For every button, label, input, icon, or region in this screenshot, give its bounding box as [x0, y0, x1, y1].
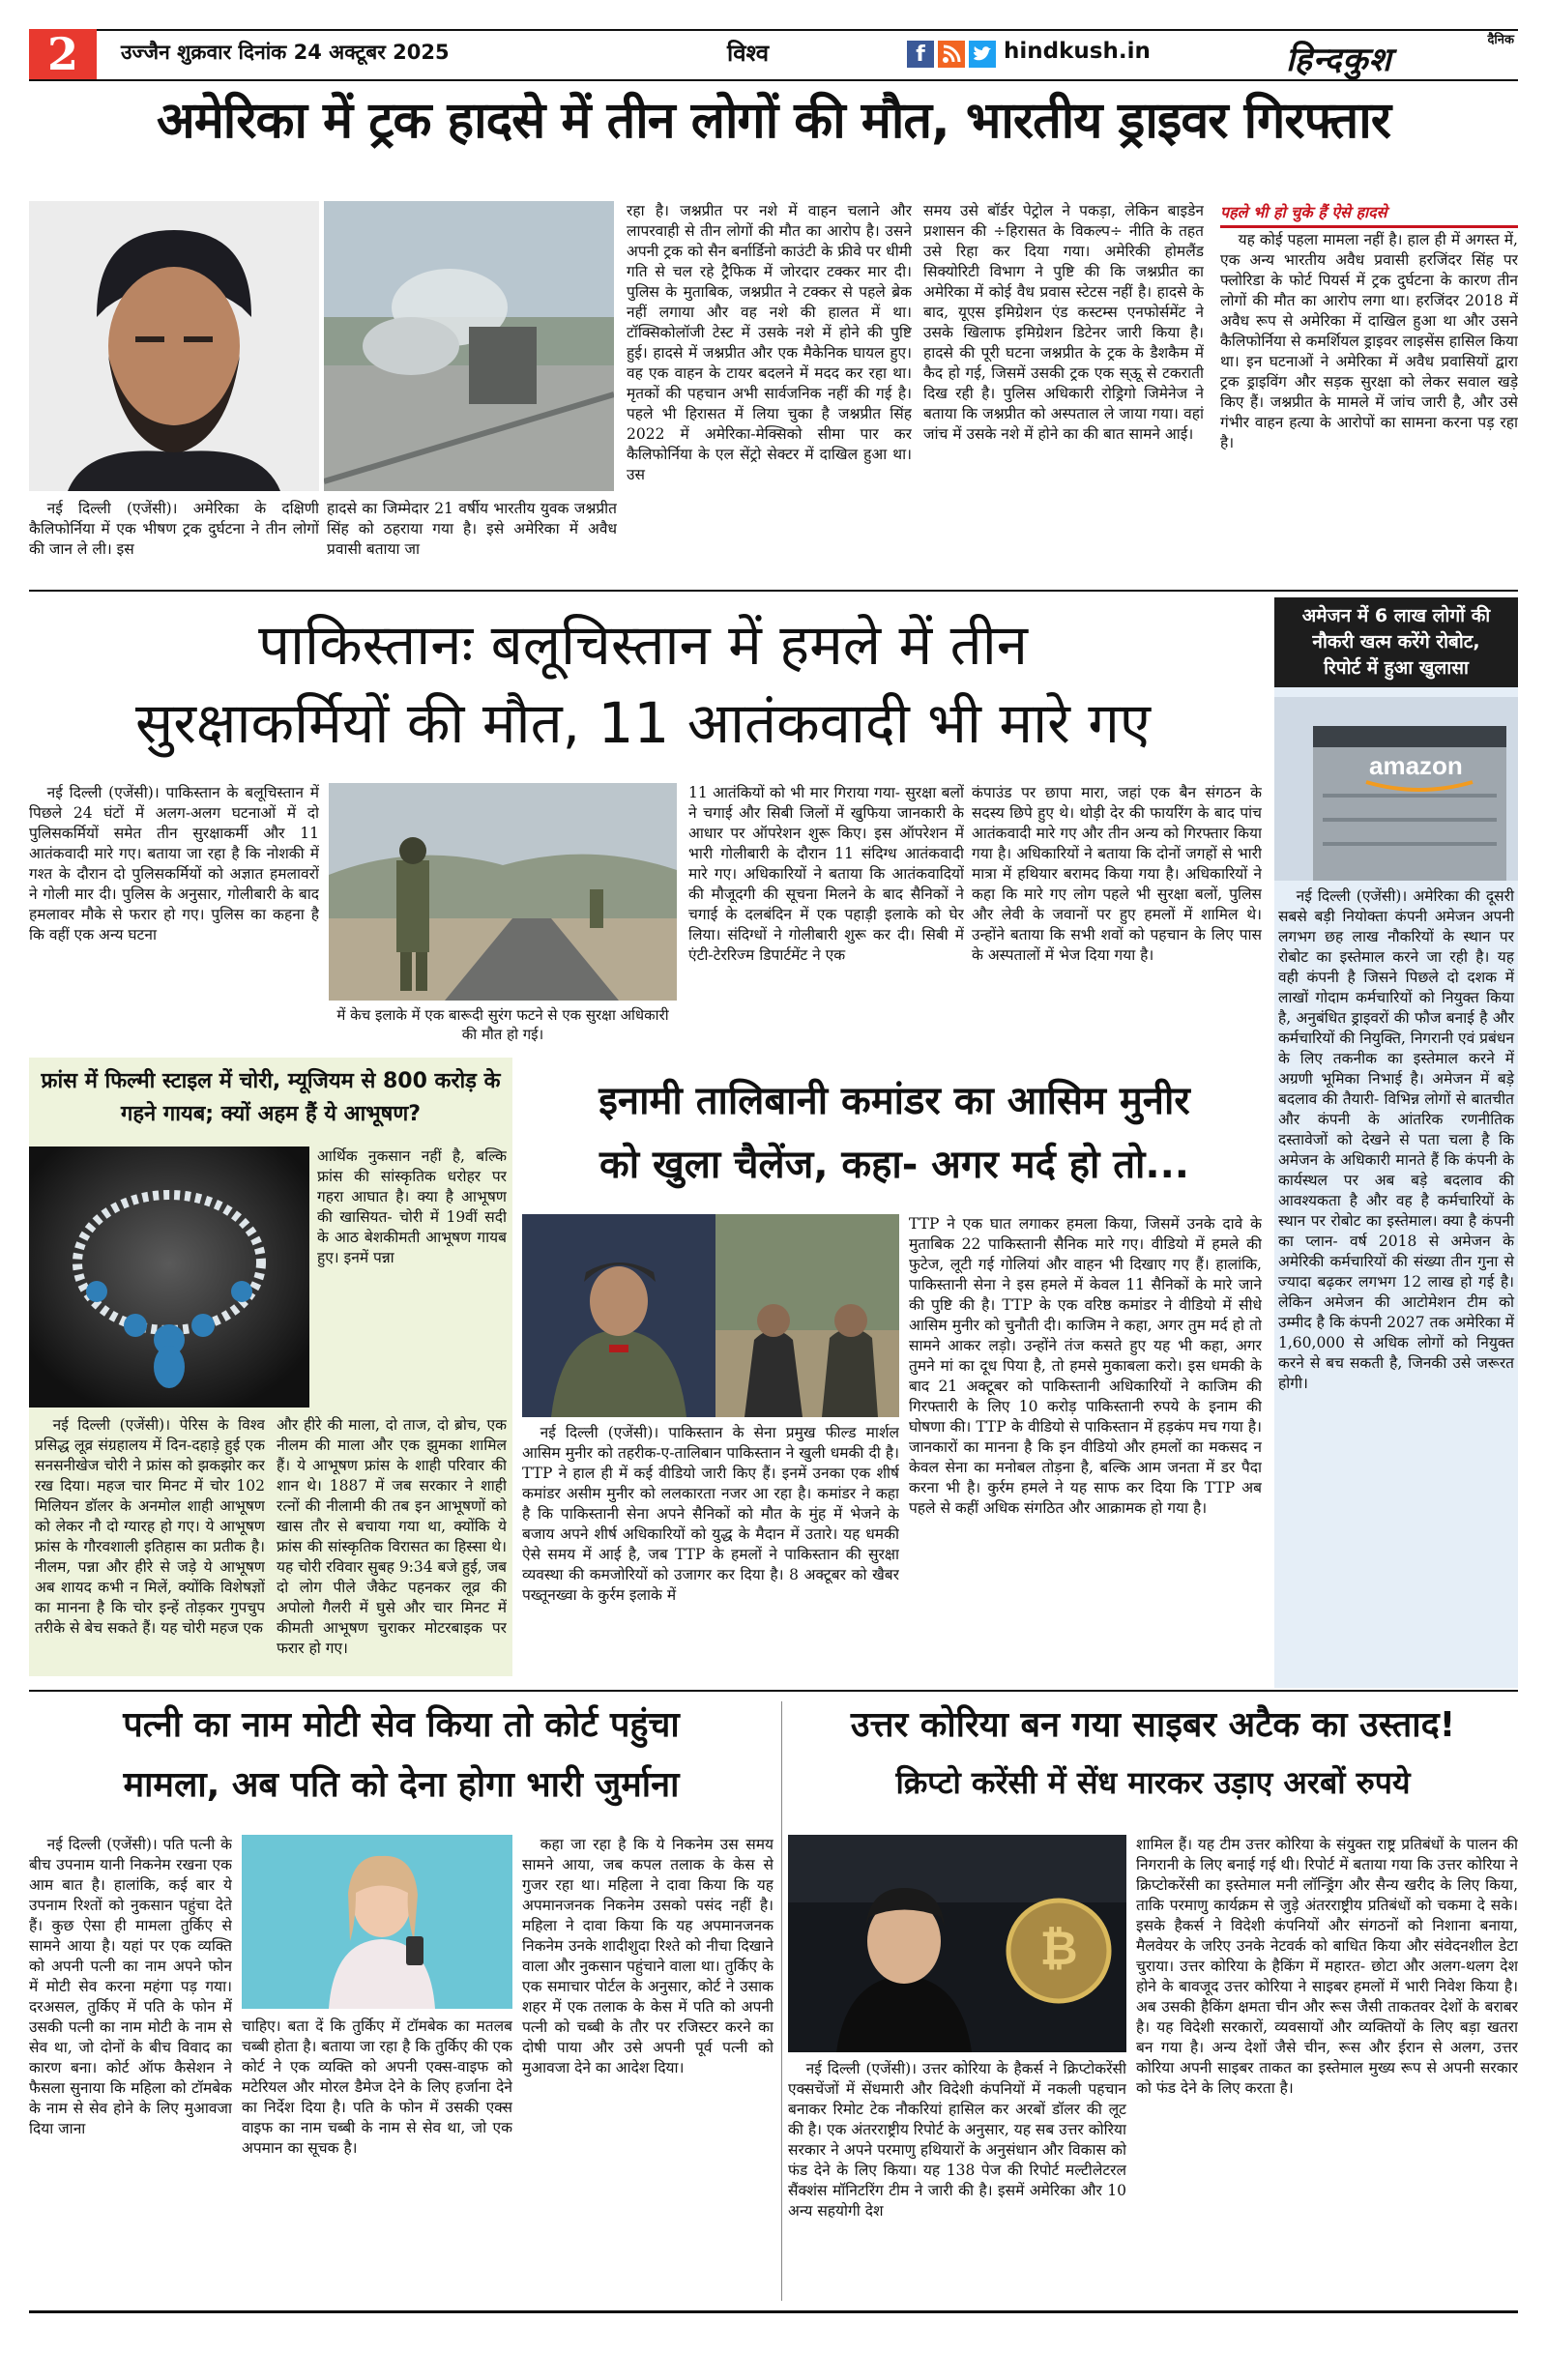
- taliban-bottom: नई दिल्ली (एजेंसी)। पाकिस्तान के सेना प्रमुख फील्ड मार्शल आसिम मुनीर को तहरीक-ए-तालिबान पाकिस्तान ने खुली धमकी दी है। TTP ने हाल ही में कई वीडियो जारी किए हैं। इनमें उनका एक शीर्ष कमांडर असीम मुनीर को ललकारता नजर आ रहा है। कमांडर ने कहा है कि पाकिस्तानी सेना अपने सैनिकों को मौत के मुंह में भेजने के बजाय अपने शीर्ष अधिकारियों को युद्ध के मैदान में उतारे। यह धमकी ऐसे समय में आई है, जब TTP के हमलों ने पाकिस्तान की सुरक्षा व्यवस्था की कमजोरियों को उजागर कर दिया है। 8 अक्टूबर को खैबर पख्तूनख्वा के कुर्रम इलाके में: [522, 1424, 899, 1604]
- wife-col2: चाहिए। बता दें कि तुर्किए में टॉमबेक का मतलब चब्बी होता है। बताया जा रहा है कि तुर्किए की एक कोर्ट ने एक व्यक्ति को अपनी एक्स-वाइफ को मटेरियल और मोरल डैमेज देने के लिए हर्जाना देने का निर्देश दिया है। पति के फोन में उसकी एक्स वाइफ का नाम चब्बी के नाम से सेव था, जो एक अपमान का सूचक है।: [242, 2017, 512, 2157]
- paper-tag: दैनिक: [1487, 33, 1514, 47]
- korea-headline-line2: क्रिप्टो करेंसी में सेंध मारकर उड़ाए अरबों रुपये: [895, 1764, 1411, 1801]
- masthead: [29, 29, 1518, 81]
- divider: [29, 1690, 1518, 1692]
- website-url[interactable]: hindkush.in: [1004, 39, 1151, 64]
- facebook-icon[interactable]: f: [907, 41, 934, 68]
- amazon-headline-line2: नौकरी खत्म करेंगे रोबोट,: [1312, 631, 1480, 653]
- louvre-right-top: आर्थिक नुकसान नहीं है, बल्कि फ्रांस की सांस्कृतिक धरोहर पर गहरा आघात है। क्या है आभूषण की खासियत- चोरी में 19वीं सदी के आठ बेशकीमती आभूषण गायब हुए। इनमें पन्ना: [317, 1147, 507, 1266]
- amazon-headline-line3: रिपोर्ट में हुआ खुलासा: [1324, 657, 1469, 679]
- korea-bottom: नई दिल्ली (एजेंसी)। उत्तर कोरिया के हैकर्स ने क्रिप्टोकरेंसी एक्सचेंजों में सेंधमारी और विदेशी कंपनियों में नकली पहचान बनाकर रिमोट टेक नौकरियां हासिल कर अरबों डॉलर की लूट की है। एक अंतरराष्ट्रीय रिपोर्ट के अनुसार, यह सब उत्तर कोरिया सरकार ने अपने परमाणु हथियारों के अनुसंधान और विकास को फंड देने के लिए किया। यह 138 पेज की रिपोर्ट मल्टीलेटरल सैंक्शंस मॉनिटरिंग टीम ने जारी की है। इसमें अमेरिका और 10 अन्य सहयोगी देश: [788, 2060, 1126, 2220]
- divider: [29, 590, 1518, 592]
- korea-headline-line1: उत्तर कोरिया बन गया साइबर अटैक का उस्ताद!: [850, 1705, 1456, 1745]
- korea-right-top: शामिल हैं। यह टीम उत्तर कोरिया के संयुक्त राष्ट्र प्रतिबंधों के पालन की निगरानी के लिए बनाई गई थी। रिपोर्ट में बताया गया कि उत्तर कोरिया ने क्रिप्टोकरेंसी का इस्तेमाल मनी लॉन्ड्रिंग और सैन्य खरीद के लिए किया, ताकि परमाणु कार्यक्रम से जुड़े अंतरराष्ट्रीय प्रतिबंधों को चकमा दे सके। इसके हैकर्स ने विदेशी कंपनियों और संगठनों को निशाना बनाया, मैलवेयर के जरिए उनके नेटवर्क को बाधित किया और संवेदनशील डेटा चुराया। उत्तर कोरिया के हैकिंग में महारत- छोटा और अलग-थलग देश होने के बावजूद उत्तर कोरिया ने साइबर हमलों में भारी निवेश किया है। अब उसकी हैकिंग क्षमता चीन और रूस जैसी ताकतवर देशों के बराबर है। यह विदेशी सरकारों, व्यवसायों और व्यक्तियों के लिए बड़ा खतरा बन गया है। अन्य देशों जैसे चीन, रूस और ईरान से अलग, उत्तर कोरिया अपनी साइबर ताकत का इस्तेमाल मुख्य रूप से अपनी सरकार को फंड देने के लिए करता है।: [1136, 1836, 1518, 2097]
- page-number: 2: [29, 29, 97, 79]
- story2-caption: में केच इलाके में एक बारूदी सुरंग फटने से एक सुरक्षा अधिकारी की मौत हो गई।: [336, 1006, 669, 1043]
- paper-name: हिन्दकुश: [1286, 41, 1392, 79]
- louvre-box: [29, 1058, 512, 1676]
- story2-headline-line1: पाकिस्तानः बलूचिस्तान में हमले में तीन: [258, 612, 1028, 678]
- story2-col4: कंपाउंड पर छापा मारा, जहां एक बैन संगठन के सदस्य छिपे हुए थे। थोड़ी देर की फायरिंग के बाद पांच आतंकवादी मारे गए और तीन अन्य को गिरफ्तार किया गया है। अधिकारियों ने बताया कि दोनों जगहों से भारी मात्रा में हथियार बरामद किया गया है। अधिकारियों ने कहा कि मारे गए लोग पहले भी सुरक्षा बलों, पुलिस और लेवी के जवानों पर हुए हमलों में शामिल थे। उन्होंने बताया कि सभी शवों को पहचान के लिए पास के अस्पतालों में भेज दिया गया है।: [972, 784, 1262, 964]
- story1-col2: हादसे का जिम्मेदार 21 वर्षीय भारतीय युवक जश्नप्रीत सिंह को ठहराया गया है। इसे अमेरिका में अवैध प्रवासी बताया जा: [327, 500, 617, 558]
- woman-phone-photo: [242, 1835, 512, 2009]
- story1-side-head: पहले भी हो चुके हैं ऐसे हादसे: [1220, 201, 1518, 228]
- story1-col1: नई दिल्ली (एजेंसी)। अमेरिका के दक्षिणी कैलिफोर्निया में एक भीषण ट्रक दुर्घटना ने तीन लोगों की जान ले ली। इस: [29, 500, 319, 558]
- story2-headline-line2: सुरक्षाकर्मियों की मौत, 11 आतंकवादी भी मारे गए: [134, 690, 1151, 756]
- twitter-icon[interactable]: [969, 41, 996, 68]
- story1-col4: समय उसे बॉर्डर पेट्रोल ने पकड़ा, लेकिन बाइडेन प्रशासन की ÷हिरासत के विकल्प÷ नीति के तहत उसे रिहा कर दिया गया। अमेरिकी होमलैंड सिक्योरिटी विभाग ने पुष्टि की कि जश्नप्रीत का अमेरिका में कोई वैध प्रवास स्टेटस नहीं है। हादसे के बाद, यूएस इमिग्रेशन एंड कस्टम्स एनफोर्समेंट ने उसके खिलाफ इमिग्रेशन डिटेनर जारी किया है। हादसे की पूरी घटना जश्नप्रीत के ट्रक के डैशकैम में कैद हो गई, जिसमें उसकी ट्रक एक स्ऊू से टकराती दिख रही है। पुलिस अधिकारी रोड्रिगो जिमेनेज ने बताया कि जश्नप्रीत को अस्पताल ले जाया गया। वहां जांच में उसके नशे में होने का की बात सामने आई।: [923, 202, 1204, 443]
- paper-logo: [1276, 30, 1518, 79]
- louvre-col2: और हीरे की माला, दो ताज, दो ब्रोच, एक नीलम की माला और एक झुमका शामिल हैं। ये आभूषण फ्रांस के शाही परिवार की शान थे। 1887 में जब सरकार ने शाही रत्नों की नीलामी की तब इन आभूषणों को खास तौर से बचाया गया था, क्योंकि ये फ्रांस की सांस्कृतिक विरासत का हिस्सा थे। यह चोरी रविवार सुबह 9:34 बजे हुई, जब दो लोग पीले जैकेट पहनकर लूव्र की अपोलो गैलरी में घुसे और चार मिनट में कीमती आभूषण चुराकर मोटरबाइक पर फरार हो गए।: [277, 1416, 507, 1657]
- louvre-headline: फ्रांस में फिल्मी स्टाइल में चोरी, म्यूजियम से 800 करोड़ के गहने गायब; क्यों अहम हैं ये आभूषण?: [41, 1069, 501, 1126]
- suspect-photo: [29, 201, 319, 491]
- munir-taliban-photo: [522, 1214, 899, 1417]
- taliban-headline-line1: इनामी तालिबानी कमांडर का आसिम मुनीर: [598, 1079, 1190, 1123]
- wife-headline-line2: मामला, अब पति को देना होगा भारी जुर्माना: [123, 1765, 680, 1805]
- column-divider: [781, 1701, 782, 2301]
- amazon-text: नई दिल्ली (एजेंसी)। अमेरिका की दूसरी सबसे बड़ी नियोक्ता कंपनी अमेजन अपनी लगभग छह लाख नौकरियों के स्थान पर रोबोट का इस्तेमाल करने जा रही है। यह वही कंपनी है जिसने पिछले दो दशक में लाखों गोदाम कर्मचारियों को नियुक्त किया है, अनुबंधित ड्राइवरों की फौज बनाई है और कर्मचारियों की नियुक्ति, निगरानी एवं प्रबंधन के लिए तकनीक का इस्तेमाल करने में अग्रणी भूमिका निभाई है। अमेजन में बड़े बदलाव की तैयारी- विभिन्न लोगों से बातचीत और कंपनी के आंतरिक रणनीतिक दस्तावेजों को देखने से पता चला है कि अमेजन के अधिकारी मानते हैं कि कंपनी के कार्यस्थल पर अब बड़े बदलाव की आवश्यकता है और वह है कर्मचारियों के स्थान पर रोबोट का इस्तेमाल। क्या है कंपनी का प्लान- वर्ष 2018 से अमेजन के अमेरिकी कर्मचारियों की संख्या तीन गुना से ज्यादा बढ़कर लगभग 12 लाख हो गई है। लेकिन अमेजन की आटोमेशन टीम को उम्मीद है कि कंपनी 2027 तक अमेरिका में 1,60,000 से अधिक लोगों को नियुक्त करने से बच सकती है, जिनकी उसे जरूरत होगी।: [1278, 887, 1514, 1392]
- soldiers-photo: [329, 783, 677, 1001]
- dateline: उज्जैन शुक्रवार दिनांक 24 अक्टूबर 2025: [121, 41, 450, 64]
- section-label: विश्व: [727, 40, 770, 67]
- bottom-rule: [29, 2310, 1518, 2313]
- amazon-building-photo: [1274, 697, 1518, 881]
- louvre-col1: नई दिल्ली (एजेंसी)। पेरिस के विश्व प्रसिद्ध लूव्र संग्रहालय में दिन-दहाड़े हुई एक सनसनीखेज चोरी ने फ्रांस को झकझोर कर रख दिया। महज चार मिनट में चोर 102 मिलियन डॉलर के अनमोल शाही आभूषण को लेकर नौ दो ग्यारह हो गए। ये आभूषण फ्रांस के गौरवशाली इतिहास का प्रतीक है। नीलम, पन्ना और हीरे से जड़े ये आभूषण अब शायद कभी न मिलें, क्योंकि विशेषज्ञों का मानना है कि चोर इन्हें तोड़कर गुपचुप तरीके से बेच सकते हैं। यह चोरी महज एक: [35, 1416, 265, 1637]
- story2-col1: नई दिल्ली (एजेंसी)। पाकिस्तान के बलूचिस्तान में पिछले 24 घंटों में अलग-अलग घटनाओं में दो पुलिसकर्मियों समेत तीन सुरक्षाकर्मी और 11 आतंकवादी मारे गए। बताया जा रहा है कि नोशकी में गश्त के दौरान दो पुलिसकर्मियों को अज्ञात हमलावरों ने गोली मार दी। पुलिस के अनुसार, गोलीबारी के बाद हमलावर मौके से फरार हो गए। पुलिस का कहना है कि वहीं एक अन्य घटना: [29, 784, 319, 943]
- story1-headline: अमेरिका में ट्रक हादसे में तीन लोगों की मौत, भारतीय ड्राइवर गिरफ्तार: [156, 92, 1391, 150]
- wife-col1: नई दिल्ली (एजेंसी)। पति पत्नी के बीच उपनाम यानी निकनेम रखना एक आम बात है। हालांकि, कई बार ये उपनाम रिश्तों को नुकसान पहुंचा देते हैं। कुछ ऐसा ही मामला तुर्किए से सामने आया है। यहां पर एक व्यक्ति को अपनी पत्नी का नाम अपने फोन में मोटी सेव करना महंगा पड़ गया। दरअसल, तुर्किए में पति के फोन में उसकी पत्नी का नाम मोटी के नाम से सेव था, जो दोनों के बीच विवाद का कारण बना। कोर्ट ऑफ कैसेशन ने फैसला सुनाया कि महिला को टॉमबेक के नाम से सेव होने के लिए मुआवजा दिया जाना: [29, 1836, 232, 2137]
- taliban-headline-line2: को खुला चैलेंज, कहा- अगर मर्द हो तो...: [598, 1143, 1190, 1187]
- kim-bitcoin-photo: [788, 1835, 1126, 2052]
- amazon-logo-text: amazon: [1369, 751, 1463, 780]
- rss-icon[interactable]: [938, 41, 965, 68]
- jewel-photo: [29, 1146, 309, 1408]
- wife-col3: कहा जा रहा है कि ये निकनेम उस समय सामने आया, जब कपल तलाक के केस से गुजर रहा था। महिला ने दावा किया कि यह अपमानजनक निकनेम उसको पसंद नहीं है। महिला ने दावा किया कि यह अपमानजनक निकनेम उनके शादीशुदा रिश्ते को नीचा दिखाने वाला और नुकसान पहुंचाने वाला था। तुर्किए के एक समाचार पोर्टल के अनुसार, कोर्ट ने उसाक शहर में एक तलाक के केस में पति को अपनी पत्नी को चब्बी के तौर पर रजिस्टर करने का दोषी पाया और उसे अपनी पूर्व पत्नी को मुआवजा देने का आदेश दिया।: [522, 1836, 774, 2076]
- amazon-headline-line1: अमेजन में 6 लाख लोगों की: [1301, 605, 1491, 626]
- wife-headline-line1: पत्नी का नाम मोटी सेव किया तो कोर्ट पहुंचा: [123, 1705, 680, 1745]
- story1-side-text: यह कोई पहला मामला नहीं है। हाल ही में अगस्त में, एक अन्य भारतीय अवैध प्रवासी हरजिंदर सिंह पर फ्लोरिडा के फोर्ट पियर्स में ट्रक दुर्घटना के कारण तीन लोगों की मौत का आरोप लगा था। हरजिंदर 2018 में अवैध रूप से अमेरिका में दाखिल हुआ था और उसने कैलिफोर्निया से कमर्शियल ड्राइवर लाइसेंस हासिल किया था। इन घटनाओं ने अमेरिका में अवैध प्रवासियों द्वारा ट्रक ड्राइविंग और सड़क सुरक्षा को लेकर सवाल खड़े किए हैं। जश्नप्रीत के मामले में जांच जारी है, और उसे गंभीर वाहन हत्या के आरोपों का सामना करना पड़ रहा है।: [1220, 231, 1518, 451]
- story2-col3: 11 आतंकियों को भी मार गिराया गया- सुरक्षा बलों ने चगाई और सिबी जिलों में खुफिया जानकारी के आधार पर ऑपरेशन शुरू किए। इस ऑपरेशन में भारी गोलीबारी के दौरान 11 संदिग्ध आतंकवादी मारे गए। अधिकारियों ने बताया कि आतंकवादियों की मौजूदगी की सूचना मिलने के बाद सैनिकों ने चगाई के दलबंदिन में एक पहाड़ी इलाके को घेर लिया। संदिग्धों ने गोलीबारी शुरू कर दी। सिबी में एंटी-टेररिज्म डिपार्टमेंट ने एक: [688, 784, 964, 964]
- bitcoin-icon: ₿: [1039, 1922, 1078, 1976]
- amazon-headline: [1274, 597, 1518, 687]
- taliban-right-col: TTP ने एक घात लगाकर हमला किया, जिसमें उनके दावे के मुताबिक 22 पाकिस्तानी सैनिक मारे गए। वीडियो में हमले की फुटेज, लूटी गई गोलियां और वाहन भी दिखाए गए हैं। हालांकि, पाकिस्तानी सेना ने इस हमले में केवल 11 सैनिकों के मारे जाने की पुष्टि की है। TTP के एक वरिष्ठ कमांडर ने वीडियो में सीधे आसिम मुनीर को चुनौती दी। काजिम ने कहा, अगर तुम मर्द हो तो सामने आकर लड़ो। उन्होंने तंज कसते हुए यह भी कहा, अगर तुमने मां का दूध पिया है, तो हमसे मुकाबला करो। इस धमकी के बाद 21 अक्टूबर को पाकिस्तानी अधिकारियों ने काजिम की गिरफ्तारी के लिए 10 करोड़ पाकिस्तानी रुपये के इनाम की घोषणा की। TTP के वीडियो से पाकिस्तान में हड़कंप मच गया है। जानकारों का मानना है कि इन वीडियो और हमलों का मकसद न केवल सेना का मनोबल तोड़ना है, बल्कि आम जनता में डर पैदा करना भी है। कुर्रम हमले ने यह साफ कर दिया कि TTP अब पहले से कहीं अधिक संगठित और आक्रामक हो गया है।: [909, 1215, 1262, 1517]
- story1-col3: रहा है। जश्नप्रीत पर नशे में वाहन चलाने और लापरवाही से तीन लोगों की मौत का आरोप है। उसने अपनी ट्रक को सैन बर्नार्डिनो काउंटी के फ्रीवे पर धीमी गति से चल रहे ट्रैफिक में जोरदार टक्कर मार दी। पुलिस के मुताबिक, जश्नप्रीत ने टक्कर से पहले ब्रेक नहीं लगाया और वह नशे की हालत में था। टॉक्सिकोलॉजी टेस्ट में उसके नशे में होने की पुष्टि हुई। हादसे में जश्नप्रीत और एक मैकेनिक घायल हुए। वह एक वाहन के टायर बदलने में मदद कर रहा था। मृतकों की पहचान अभी सार्वजनिक नहीं की गई है। पहले भी हिरासत में लिया चुका है जश्नप्रीत सिंह 2022 में अमेरिका-मेक्सिको सीमा पार कर कैलिफोर्निया के एल सेंट्रो सेक्टर में दाखिल हुआ था। उस: [627, 202, 912, 483]
- amazon-box: [1274, 597, 1518, 1688]
- crash-photo: [324, 201, 614, 491]
